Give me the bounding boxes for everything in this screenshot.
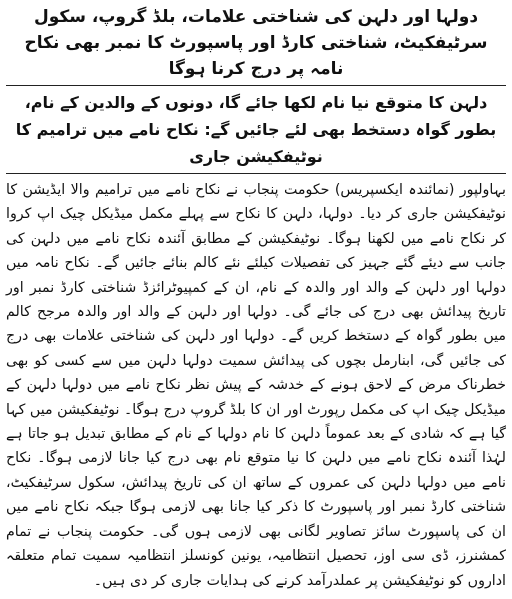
article-body: بہاولپور (نمائندہ ایکسپریس) حکومت پنجاب نے نکاح نامے میں ترامیم والا ایڈیشن کا نوٹیفکیشن جاری کر دیا۔ دولہا، دلہن کا نکاح سے پہلے مکمل میڈیکل چیک اپ کروا کر نکاح نامے میں لکھنا ہوگا۔ نوٹیفکیشن کے مطابق آئندہ نکاح نامے میں دلہن کی جانب سے دیئے گئے جہیز کی تفصیلات کیلئے نئے کالم بنائے جائیں گے۔ نکاح نامہ میں دولہا اور دلہن کے والد اور والدہ کے نام، ان کے کمپیوٹرائزڈ شناختی کارڈ نمبر اور تاریخ پیدائش بھی درج کی جائے گی۔ دولہا اور دلہن کے والد اور والدہ مرجح کالم میں بطور گواہ کے دستخط کریں گے۔ دولہا اور دلہن کی شناختی علامات بھی درج کی جائیں گی، ابنارمل بچوں کی پیدائش سمیت دولہا دلہن میں سے کسی کو بھی خطرناک مرض کے لاحق ہونے کے خدشہ کے پیش نظر نکاح نامے میں دولہا دلہن کے میڈیکل چیک اپ کی مکمل رپورٹ اور ان کا بلڈ گروپ درج ہوگا۔ نوٹیفکیشن میں کہا گیا ہے کہ شادی کے بعد عموماً دلہن کا نام دولہا کے نام کے مطابق تبدیل ہو جاتا ہے لہٰذا آئندہ نکاح نامے میں دلہن کا نیا متوقع نام بھی درج کیا جانا لازمی ہوگا۔ نکاح نامے میں دولہا دلہن کی عمروں کے ساتھ ان کی تاریخ پیدائش، سکول سرٹیفکیٹ، شناختی کارڈ نمبر اور پاسپورٹ کا ذکر کیا جانا بھی لازمی ہوگا جبکہ نکاح نامے میں ان کی پاسپورٹ سائز تصاویر لگانی بھی لازمی ہوں گی۔ حکومت پنجاب نے تمام کمشنرز، ڈی سی اوز، تحصیل انتظامیہ، یونین کونسلز انتظامیہ سمیت تمام متعلقہ اداروں کو نوٹیفکیشن پر عملدرآمد کرنے کی ہدایات جاری کر دی ہیں۔: [6, 182, 506, 589]
main-headline: دولہا اور دلہن کی شناختی علامات، بلڈ گروپ، سکول سرٹیفکیٹ، شناختی کارڈ اور پاسپورٹ کا نمبر بھی نکاح نامہ پر درج کرنا ہوگا: [24, 7, 488, 79]
headline-block: [6, 4, 506, 170]
body-divider: [6, 173, 506, 174]
headline-divider: [6, 85, 506, 86]
sub-headline: دلہن کا متوقع نیا نام لکھا جائے گا، دونوں کے والدین کے نام، بطور گواہ دستخط بھی لئے جائیں گے: نکاح نامے میں ترامیم کا نوٹیفکیشن جاری: [15, 93, 497, 166]
